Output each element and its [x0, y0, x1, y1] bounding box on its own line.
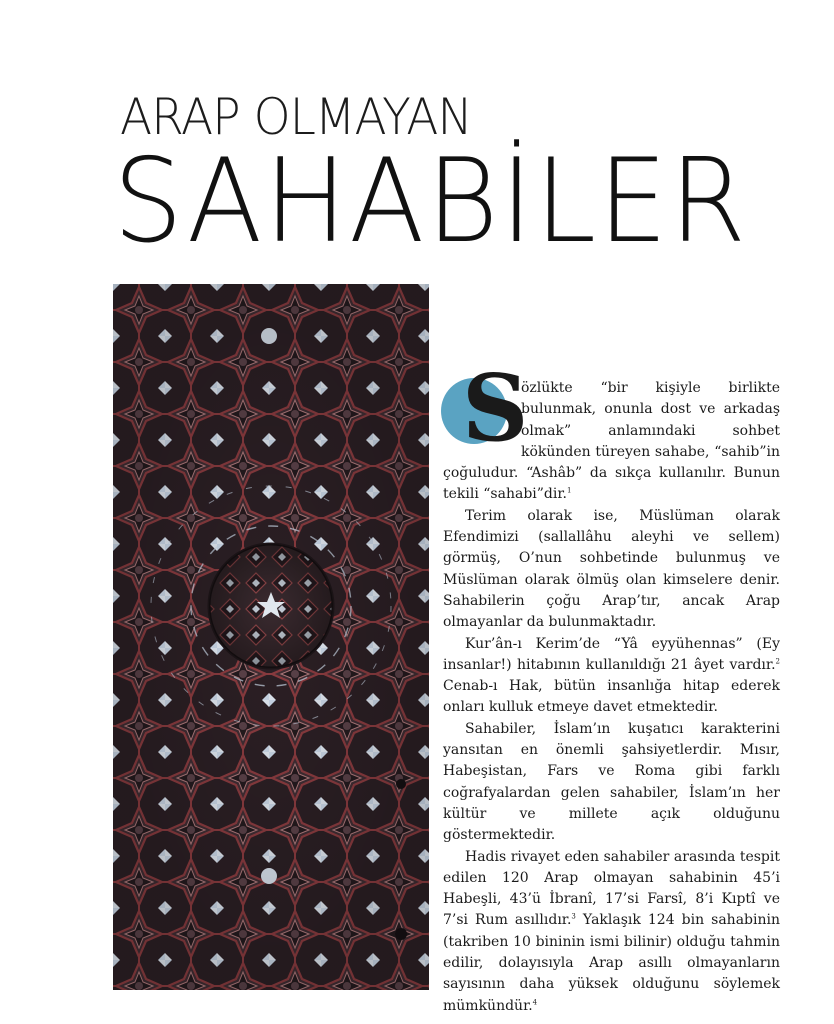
paragraph-1-text: özlükte “bir kişiyle birlikte bulunmak, onunla dost ve arkadaş olmak” anlamındaki sohbet kökünden türeyen sahabe, “sahib”in çoğuludur. “Ashâb” da sıkça kullanılır. Bunun tekili “sahabi”dir.: [443, 380, 780, 503]
footnote-ref: 3: [571, 912, 576, 921]
article-body: [443, 354, 780, 1017]
paragraph-5-text-a: Hadis rivayet eden sahabiler arasında tespit edilen 120 Arap olmayan sahabinin 45’i Habeşli, 43’ü İbranî, 17’si Farsî, 8’i Kıptî ve 7’si Rum asıllıdır.: [443, 848, 780, 929]
paragraph-4: Sahabiler, İslam’ın kuşatıcı karakterini yansıtan en önemli şahsiyetlerdir. Mısır, Habeşistan, Fars ve Roma gibi farklı coğrafyalardan gelen sahabiler, İslam’ın her kültür ve millete açık olduğunu göstermektedir.: [443, 720, 780, 844]
paragraph-5-text-b: Yaklaşık 124 bin sahabinin (takriben 10 bininin ismi bilinir) olduğu tahmin edilir, dolayısıyla Arap asıllı olmayanların sayısının daha yüksek olduğunu söylemek mümkündür.: [443, 912, 780, 1014]
paragraph-3-text-a: Kur’ân-ı Kerim’de “Yâ eyyühennas” (Ey insanlar!) hitabının kullanıldığı 21 âyet vardır.: [443, 635, 780, 673]
paragraph-3-text-b: Cenab-ı Hak, bütün insanlığa hitap ederek onları kulluk etmeye davet etmektedir.: [443, 678, 780, 716]
title-kicker: ARAP OLMAYAN: [120, 88, 472, 146]
page-title: SAHABİLER: [113, 134, 748, 269]
ceiling-photo: [113, 284, 429, 990]
footnote-ref: 4: [532, 997, 538, 1006]
dropcap-letter: S: [462, 354, 529, 462]
paragraph-3: [443, 634, 780, 719]
dropcap: [441, 354, 529, 462]
paragraph-1: [443, 354, 780, 506]
paragraph-5: [443, 847, 780, 1017]
footnote-ref: 1: [566, 486, 572, 495]
footnote-ref: 2: [775, 657, 780, 666]
paragraph-2: Terim olarak ise, Müslüman olarak Efendimizi (sallallâhu aleyhi ve sellem) görmüş, O’nun sohbetinde bulunmuş ve Müslüman olarak ölmüş olan kimselere denir. Sahabilerin çoğu Arap’tır, ancak Arap olmayanlar da bulunmaktadır.: [443, 507, 780, 631]
